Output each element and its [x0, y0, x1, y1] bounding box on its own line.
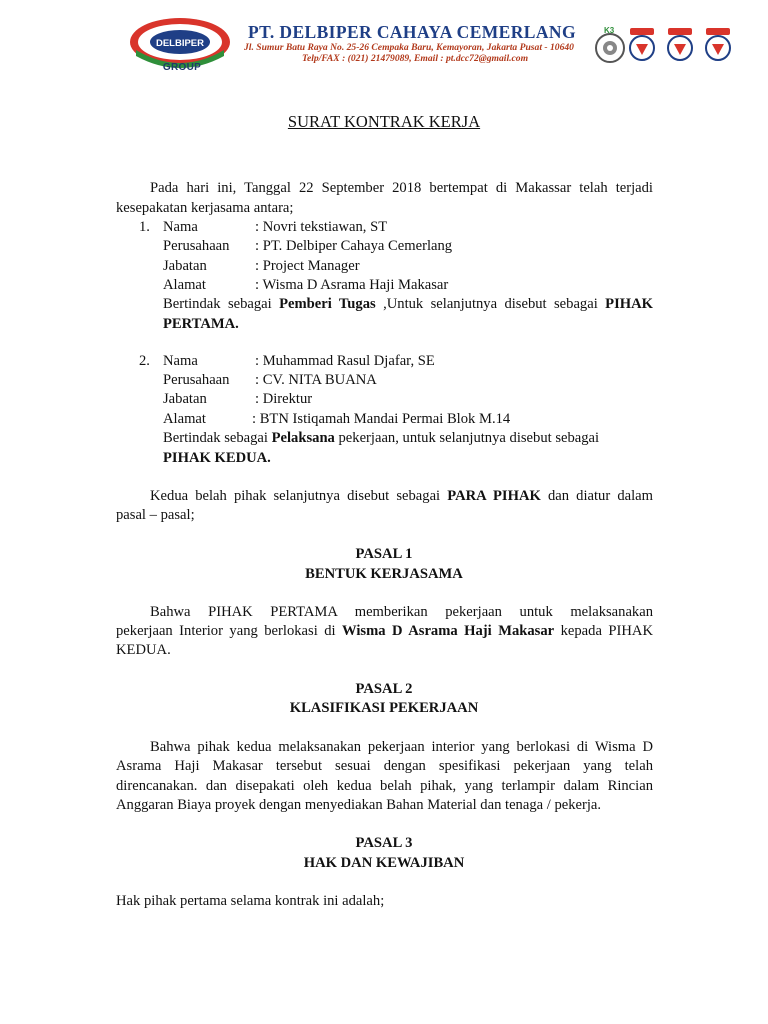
pasal-2-heading: KLASIFIKASI PEKERJAAN	[289, 700, 479, 716]
pasal-2-line-3: direncanakan. dan disepakati oleh kedua belah pihak, yang terlampir dalam Rincian	[116, 778, 653, 794]
certification-badge-2-icon	[668, 28, 692, 60]
pasal-2-line-4: Anggaran Biaya proyek dengan menyediakan Bahan Material dan tenaga / pekerja.	[116, 797, 602, 813]
party-2-value-nama: : Muhammad Rasul Djafar, SE	[255, 353, 435, 369]
pasal-1-line-2: pekerjaan Interior yang berlokasi di Wisma D Asrama Haji Makasar kepada PIHAK	[116, 623, 653, 639]
k3-label: K3	[604, 26, 615, 35]
party-1-role-line-2: PERTAMA.	[163, 316, 239, 332]
pasal-1-heading: BENTUK KERJASAMA	[305, 566, 463, 582]
company-address: Jl. Sumur Batu Raya No. 25-26 Cempaka Baru, Kemayoran, Jakarta Pusat - 10640	[244, 42, 574, 53]
party-2-label-perusahaan: Perusahaan	[163, 372, 230, 388]
party-1-value-perusahaan: : PT. Delbiper Cahaya Cemerlang	[255, 238, 453, 254]
party-2-label-jabatan: Jabatan	[163, 391, 207, 407]
pasal-1-number: PASAL 1	[355, 546, 413, 562]
party-1-value-nama: : Novri tekstiawan, ST	[255, 219, 388, 235]
party-2-value-alamat: : BTN Istiqamah Mandai Permai Blok M.14	[252, 411, 511, 427]
party-2-number: 2.	[139, 353, 150, 369]
company-contact: Telp/FAX : (021) 21479089, Email : pt.dcc72@gmail.com	[302, 53, 529, 64]
k3-badge-icon	[596, 26, 624, 62]
intro-line-2: kesepakatan kerjasama antara;	[116, 200, 294, 216]
party-1-value-jabatan: : Project Manager	[255, 258, 360, 274]
para-pihak-line-1: Kedua belah pihak selanjutnya disebut sebagai PARA PIHAK dan diatur dalam	[150, 488, 653, 504]
certification-badge-3-icon	[706, 28, 730, 60]
party-1-number: 1.	[139, 219, 150, 235]
document-title: SURAT KONTRAK KERJA	[287, 112, 481, 131]
party-2-label-nama: Nama	[163, 353, 198, 369]
group-label: GROUP	[162, 62, 202, 73]
intro-line-1: Pada hari ini, Tanggal 22 September 2018 bertempat di Makassar telah terjadi	[150, 180, 653, 196]
pasal-1-line-1: Bahwa PIHAK PERTAMA memberikan pekerjaan untuk melaksanakan	[150, 604, 653, 620]
certification-badges	[592, 22, 752, 68]
pasal-2-number: PASAL 2	[355, 681, 413, 697]
party-1-label-perusahaan: Perusahaan	[163, 238, 230, 254]
party-1-role: Bertindak sebagai Pemberi Tugas ,Untuk selanjutnya disebut sebagai PIHAK	[163, 296, 653, 312]
pasal-2-line-1: Bahwa pihak kedua melaksanakan pekerjaan interior yang berlokasi di Wisma D	[150, 739, 653, 755]
party-2-value-jabatan: : Direktur	[255, 391, 313, 407]
pasal-2-line-2: Asrama Haji Makasar tersebut sesuai dengan spesifikasi pekerjaan yang telah	[116, 758, 653, 774]
party-1-label-nama: Nama	[163, 219, 198, 235]
party-2-value-perusahaan: : CV. NITA BUANA	[255, 372, 377, 388]
company-name: PT. DELBIPER CAHAYA CEMERLANG	[248, 22, 576, 42]
pasal-3-line-1: Hak pihak pertama selama kontrak ini adalah;	[116, 893, 385, 909]
pasal-3-number: PASAL 3	[355, 835, 413, 851]
pasal-1-line-3: KEDUA.	[116, 642, 171, 658]
party-1-value-alamat: : Wisma D Asrama Haji Makasar	[255, 277, 449, 293]
pasal-3-heading: HAK DAN KEWAJIBAN	[303, 855, 465, 871]
party-2-role: Bertindak sebagai Pelaksana pekerjaan, untuk selanjutnya disebut sebagai	[163, 430, 600, 446]
party-2-role-line-2: PIHAK KEDUA.	[163, 450, 271, 466]
party-1-label-jabatan: Jabatan	[163, 258, 207, 274]
party-2-label-alamat: Alamat	[163, 411, 206, 427]
certification-badge-1-icon	[630, 28, 654, 60]
para-pihak-line-2: pasal – pasal;	[116, 507, 195, 523]
logo-text: DELBIPER	[155, 38, 205, 49]
party-1-label-alamat: Alamat	[163, 277, 206, 293]
